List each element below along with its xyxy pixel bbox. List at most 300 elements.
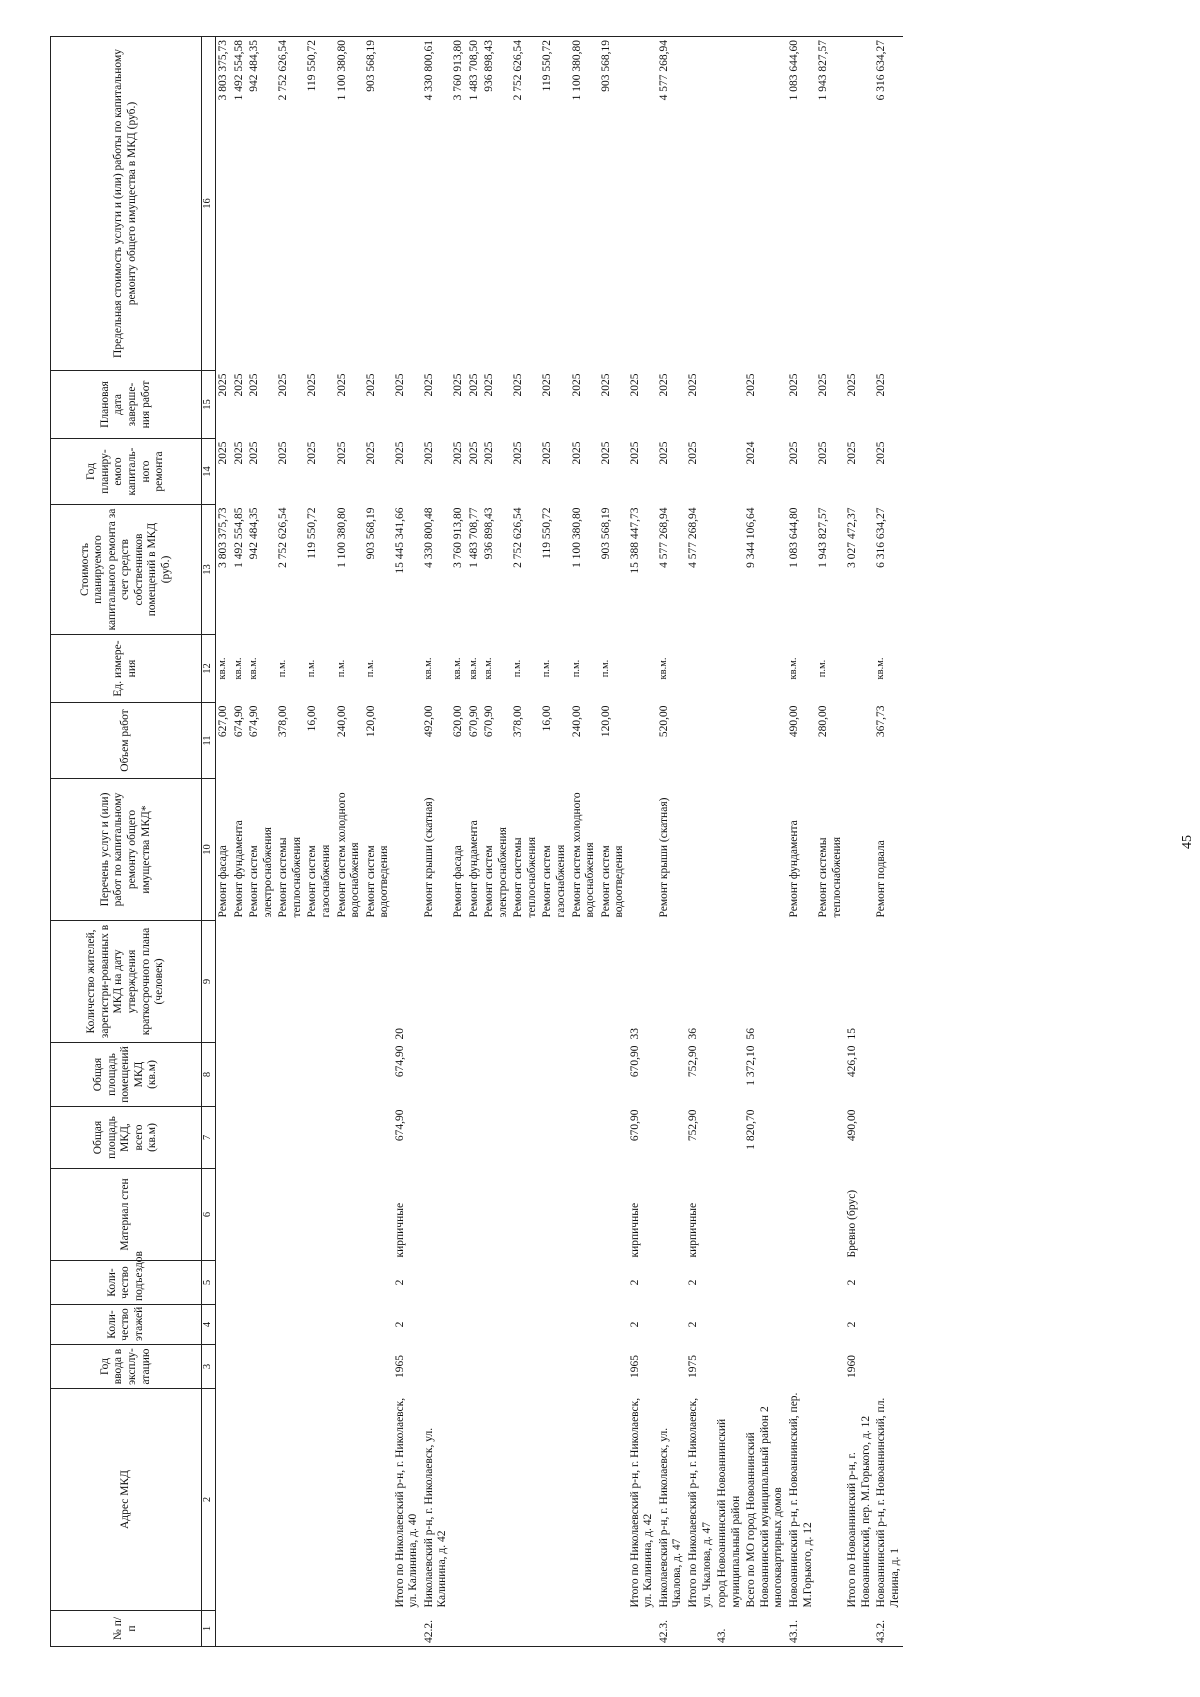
table-cell xyxy=(599,1261,628,1305)
table-cell xyxy=(570,1169,599,1261)
table-cell xyxy=(816,1345,845,1389)
table-cell xyxy=(570,921,599,1043)
table-cell xyxy=(845,37,874,371)
table-cell xyxy=(599,1345,628,1389)
table-cell: 33 xyxy=(628,1028,641,1040)
table-cell xyxy=(874,1169,903,1261)
table-cell xyxy=(276,1305,305,1345)
table-cell: 2025 xyxy=(541,441,554,465)
table-cell: Новоаннинский р-н, г. Новоаннинский, пл. Ленина, д. 1 xyxy=(875,1397,901,1608)
table-cell xyxy=(276,1389,305,1611)
table-cell xyxy=(715,37,744,371)
table-cell: 43. xyxy=(715,1611,744,1647)
table-cell: 674,90 xyxy=(248,705,261,738)
table-row xyxy=(451,37,467,1647)
table-row xyxy=(276,37,305,1647)
table-cell: Николаевский р-н, г. Николаевск, ул. Чкалова, д. 47 xyxy=(657,1427,684,1608)
table-cell xyxy=(511,1261,540,1305)
column-header: № п/п xyxy=(51,1611,202,1647)
table-row xyxy=(247,37,276,1647)
table-cell: 627,00 xyxy=(217,705,229,738)
table-cell: 16,00 xyxy=(541,705,554,732)
table-cell: 1 483 708,50 xyxy=(467,37,483,371)
table-row xyxy=(467,37,483,1647)
table-cell: 2 xyxy=(687,1321,699,1328)
table-cell xyxy=(715,1345,744,1389)
table-cell xyxy=(422,1261,451,1305)
table-cell xyxy=(816,921,845,1043)
table-cell: 670,90 xyxy=(467,705,480,738)
table-cell: кв.м. xyxy=(422,657,434,680)
table-cell xyxy=(816,1389,845,1611)
table-cell xyxy=(393,779,422,921)
table-row xyxy=(216,37,232,1647)
table-cell: 1965 xyxy=(393,1355,406,1378)
table-row xyxy=(628,37,657,1647)
table-cell xyxy=(540,1261,569,1305)
table-cell xyxy=(744,1345,787,1389)
table-cell xyxy=(540,1611,569,1647)
table-cell xyxy=(511,1305,540,1345)
table-cell xyxy=(276,1107,305,1169)
table-cell xyxy=(511,1169,540,1261)
table-cell: 2025 xyxy=(687,441,699,465)
table-cell xyxy=(599,1043,628,1107)
table-cell: 1 943 827,57 xyxy=(816,37,845,371)
table-cell xyxy=(305,1345,334,1389)
table-cell: кирпичные xyxy=(628,1202,641,1258)
table-cell xyxy=(305,1389,334,1611)
table-row xyxy=(232,37,248,1647)
table-cell: 1 483 708,77 xyxy=(467,507,480,568)
table-cell: п.м. xyxy=(817,659,829,678)
table-cell xyxy=(216,1389,232,1611)
table-cell xyxy=(657,1345,686,1389)
table-cell: 1 943 827,57 xyxy=(817,507,830,568)
table-cell xyxy=(276,1345,305,1389)
table-cell xyxy=(540,1107,569,1169)
table-cell: 674,90 xyxy=(393,1045,406,1078)
table-cell xyxy=(364,1389,393,1611)
table-cell: 43.1. xyxy=(787,1611,816,1647)
table-cell xyxy=(393,37,422,371)
table-cell: 2025 xyxy=(512,373,525,397)
table-cell xyxy=(232,1043,248,1107)
table-cell: Бревно (брус) xyxy=(846,1189,859,1258)
table-cell: Ремонт систем газоснабжения xyxy=(541,844,567,918)
table-cell xyxy=(467,1107,483,1169)
table-cell xyxy=(247,1261,276,1305)
column-number: 5 xyxy=(202,1261,216,1305)
table-cell: 936 898,43 xyxy=(483,507,496,560)
table-cell: 942 484,35 xyxy=(247,37,276,371)
table-cell: 367,73 xyxy=(875,705,888,738)
table-cell xyxy=(451,921,467,1043)
table-cell xyxy=(467,1261,483,1305)
table-cell: 2 xyxy=(687,1279,699,1286)
table-cell: Новоаннинский р-н, г. Новоаннинский, пер. М.Горького, д. 12 xyxy=(787,1392,814,1608)
table-cell: 240,00 xyxy=(335,705,348,738)
table-cell xyxy=(393,635,422,703)
table-cell: Итого по Николаевский р-н, г. Николаевск, ул. Чкалова, д. 47 xyxy=(687,1397,713,1608)
table-cell: 4 577 268,94 xyxy=(657,37,686,371)
table-cell xyxy=(570,1345,599,1389)
table-cell: 936 898,43 xyxy=(482,37,511,371)
table-cell: 2025 xyxy=(875,441,888,465)
table-cell: Николаевский р-н, г. Николаевск, ул. Калинина, д. 42 xyxy=(422,1427,449,1608)
table-cell: 674,90 xyxy=(232,705,245,738)
table-cell xyxy=(305,1305,334,1345)
table-cell xyxy=(715,1261,744,1305)
column-number: 8 xyxy=(202,1043,216,1107)
table-cell: 903 568,19 xyxy=(364,37,393,371)
table-cell: 16,00 xyxy=(306,705,319,732)
table-cell: 490,00 xyxy=(846,1109,859,1142)
table-cell: п.м. xyxy=(512,659,524,678)
table-cell xyxy=(787,921,816,1043)
table-cell: 2 752 626,54 xyxy=(277,507,290,568)
table-cell: 43.2. xyxy=(874,1611,903,1647)
table-cell: кв.м. xyxy=(875,657,887,680)
table-cell xyxy=(276,1261,305,1305)
table-header-row xyxy=(51,37,202,1647)
table-row xyxy=(599,37,628,1647)
table-cell xyxy=(628,37,657,371)
table-cell xyxy=(247,921,276,1043)
table-cell: 42.3. xyxy=(657,1611,686,1647)
table-cell xyxy=(467,1305,483,1345)
column-number: 1 xyxy=(202,1611,216,1647)
table-cell xyxy=(715,1169,744,1261)
table-cell xyxy=(232,921,248,1043)
table-cell: п.м. xyxy=(277,659,289,678)
table-cell: кирпичные xyxy=(393,1202,406,1258)
table-cell: Итого по Николаевский р-н, г. Николаевск, ул. Калинина, д. 42 xyxy=(628,1397,655,1608)
table-cell xyxy=(422,1043,451,1107)
table-cell xyxy=(540,1389,569,1611)
table-cell xyxy=(232,1261,248,1305)
table-cell xyxy=(874,1345,903,1389)
table-cell: 2025 xyxy=(217,441,229,465)
table-cell xyxy=(467,1389,483,1611)
table-cell: 2025 xyxy=(364,441,377,465)
table-cell xyxy=(715,779,744,921)
capital-repair-table xyxy=(50,36,903,1647)
table-cell xyxy=(874,1107,903,1169)
table-cell: 2025 xyxy=(467,441,480,465)
table-cell xyxy=(874,1305,903,1345)
table-cell xyxy=(628,779,657,921)
table-cell: 1 083 644,60 xyxy=(787,37,816,371)
table-cell: 2025 xyxy=(335,441,348,465)
table-cell xyxy=(232,1305,248,1345)
table-cell xyxy=(451,1611,467,1647)
table-cell xyxy=(874,921,903,1043)
table-cell xyxy=(511,1345,540,1389)
table-cell xyxy=(816,1107,845,1169)
table-cell: Ремонт системы теплоснабжения xyxy=(512,837,538,918)
table-cell: 2025 xyxy=(541,373,554,397)
table-cell xyxy=(744,37,787,371)
table-cell xyxy=(657,1305,686,1345)
table-cell xyxy=(599,1611,628,1647)
table-row xyxy=(570,37,599,1647)
table-cell: 2025 xyxy=(570,373,583,397)
table-cell: Ремонт систем холодного водоснабжения xyxy=(570,792,597,918)
table-cell: 2025 xyxy=(483,373,496,397)
table-row xyxy=(874,37,903,1647)
table-cell xyxy=(744,1261,787,1305)
column-number: 15 xyxy=(202,371,216,439)
table-cell: 2025 xyxy=(232,373,245,397)
column-header: Коли-чество этажей xyxy=(51,1305,202,1345)
table-cell xyxy=(511,1389,540,1611)
table-cell: 378,00 xyxy=(277,705,290,738)
table-cell: Ремонт крыши (скатная) xyxy=(422,797,435,918)
table-cell: кв.м. xyxy=(452,657,463,680)
table-cell: 4 330 800,61 xyxy=(422,37,451,371)
table-cell xyxy=(305,1107,334,1169)
column-number: 12 xyxy=(202,635,216,703)
table-cell: 2024 xyxy=(745,441,758,465)
table-cell xyxy=(467,1169,483,1261)
table-cell xyxy=(744,779,787,921)
table-row xyxy=(686,37,715,1647)
table-cell xyxy=(511,1611,540,1647)
table-cell xyxy=(570,1261,599,1305)
table-cell xyxy=(482,1043,511,1107)
table-cell: 520,00 xyxy=(657,705,670,738)
table-cell xyxy=(570,1107,599,1169)
table-cell xyxy=(216,1043,232,1107)
table-cell xyxy=(482,1345,511,1389)
table-cell xyxy=(247,1389,276,1611)
table-cell: 670,90 xyxy=(628,1109,641,1142)
table-cell xyxy=(216,1611,232,1647)
table-cell xyxy=(657,1043,686,1107)
table-cell: 2 752 626,54 xyxy=(512,507,525,568)
table-cell: 490,00 xyxy=(787,705,800,738)
table-cell: 1 492 554,58 xyxy=(232,37,248,371)
table-cell xyxy=(335,1305,364,1345)
table-cell xyxy=(482,1305,511,1345)
table-cell xyxy=(482,1611,511,1647)
table-cell: Ремонт фасада xyxy=(217,845,229,918)
table-cell xyxy=(335,1345,364,1389)
table-cell xyxy=(232,1389,248,1611)
table-cell: кв.м. xyxy=(787,657,799,680)
table-cell xyxy=(816,1043,845,1107)
table-cell: п.м. xyxy=(364,659,376,678)
table-cell: Ремонт фундамента xyxy=(467,820,480,918)
table-cell xyxy=(715,1043,744,1107)
table-cell: 2025 xyxy=(512,441,525,465)
table-cell xyxy=(216,1107,232,1169)
table-row xyxy=(657,37,686,1647)
page-number: 45 xyxy=(1180,835,1195,849)
table-cell xyxy=(216,1169,232,1261)
table-cell: 2025 xyxy=(657,373,670,397)
table-cell xyxy=(467,1345,483,1389)
table-cell: 2 xyxy=(393,1321,406,1328)
table-cell: п.м. xyxy=(306,659,318,678)
table-cell xyxy=(305,1261,334,1305)
column-number: 9 xyxy=(202,921,216,1043)
table-body xyxy=(216,37,904,1647)
table-cell: 752,90 xyxy=(687,1045,699,1078)
table-cell: 9 344 106,64 xyxy=(745,507,758,568)
table-cell xyxy=(364,1261,393,1305)
table-cell xyxy=(511,1107,540,1169)
table-cell: кв.м. xyxy=(467,657,479,680)
table-cell: 1960 xyxy=(846,1355,859,1378)
table-cell xyxy=(599,1305,628,1345)
table-cell: 3 803 375,73 xyxy=(217,507,229,568)
table-cell xyxy=(715,921,744,1043)
column-header: Общая площадь помещений МКД (кв.м) xyxy=(51,1043,202,1107)
table-cell xyxy=(247,1107,276,1169)
column-header: Материал стен xyxy=(51,1169,202,1261)
table-cell: 3 027 472,37 xyxy=(846,507,859,568)
table-cell: 15 xyxy=(846,1028,859,1040)
table-cell xyxy=(570,1305,599,1345)
column-number: 16 xyxy=(202,37,216,371)
table-cell: 56 xyxy=(745,1028,758,1040)
table-cell: кв.м. xyxy=(248,657,260,680)
table-cell: Ремонт систем электроснабжения xyxy=(483,827,509,918)
table-cell: 1 083 644,80 xyxy=(787,507,800,568)
table-cell: 2025 xyxy=(687,373,699,397)
table-cell xyxy=(816,1611,845,1647)
table-cell: 2025 xyxy=(787,373,800,397)
table-cell: 3 760 913,80 xyxy=(451,37,467,371)
table-cell: 2025 xyxy=(483,441,496,465)
table-cell xyxy=(422,1305,451,1345)
table-cell: 2025 xyxy=(335,373,348,397)
table-cell xyxy=(816,1261,845,1305)
table-cell xyxy=(364,1305,393,1345)
table-cell xyxy=(232,1345,248,1389)
table-cell: 2025 xyxy=(817,373,830,397)
table-cell: Итого по Новоаннинский р-н, г. Новоаннинский, пер. М.Горького, д. 12 xyxy=(846,1415,872,1608)
table-cell xyxy=(451,1043,467,1107)
table-cell: 2025 xyxy=(217,373,229,397)
table-cell xyxy=(599,921,628,1043)
column-header: Адрес МКД xyxy=(51,1389,202,1611)
table-cell: 2025 xyxy=(248,373,261,397)
table-cell xyxy=(467,1611,483,1647)
column-number: 4 xyxy=(202,1305,216,1345)
table-cell: 2025 xyxy=(452,373,464,397)
table-cell: 120,00 xyxy=(364,705,377,738)
table-cell: 2025 xyxy=(570,441,583,465)
table-cell xyxy=(451,1389,467,1611)
table-cell xyxy=(845,779,874,921)
table-cell: 2025 xyxy=(232,441,245,465)
table-cell xyxy=(744,703,787,779)
table-cell: 2 xyxy=(393,1279,406,1286)
table-cell xyxy=(628,635,657,703)
table-cell: Ремонт систем электроснабжения xyxy=(248,827,274,918)
table-cell xyxy=(216,1345,232,1389)
table-cell: 1975 xyxy=(687,1355,699,1378)
table-cell xyxy=(715,1107,744,1169)
table-cell xyxy=(570,1611,599,1647)
table-cell: 3 803 375,73 xyxy=(216,37,232,371)
table-cell xyxy=(335,1611,364,1647)
table-cell: 2 752 626,54 xyxy=(276,37,305,371)
table-cell: 2025 xyxy=(628,441,641,465)
table-cell xyxy=(305,1169,334,1261)
table-cell xyxy=(570,1043,599,1107)
table-row xyxy=(393,37,422,1647)
table-cell: Ремонт крыши (скатная) xyxy=(657,797,670,918)
table-cell xyxy=(511,921,540,1043)
table-row xyxy=(364,37,393,1647)
table-cell: Ремонт фундамента xyxy=(232,820,245,918)
table-cell: 119 550,72 xyxy=(541,507,554,559)
table-cell xyxy=(276,1611,305,1647)
table-cell: 2025 xyxy=(393,441,406,465)
table-cell xyxy=(232,1169,248,1261)
table-cell xyxy=(715,635,744,703)
table-cell xyxy=(787,1169,816,1261)
table-cell: Ремонт фасада xyxy=(452,845,464,918)
table-cell: 2025 xyxy=(393,373,406,397)
table-cell: 2025 xyxy=(248,441,261,465)
column-number: 6 xyxy=(202,1169,216,1261)
table-cell: 2025 xyxy=(422,373,435,397)
table-cell xyxy=(482,1107,511,1169)
column-header: Количество жителей, зарегистри-рованных в МКД на дату утверждения краткосрочного плана (человек) xyxy=(51,921,202,1043)
table-cell: 2 752 626,54 xyxy=(511,37,540,371)
column-number: 10 xyxy=(202,779,216,921)
table-cell xyxy=(540,1345,569,1389)
table-cell xyxy=(482,1261,511,1305)
table-cell xyxy=(364,1169,393,1261)
table-cell xyxy=(364,1107,393,1169)
table-cell xyxy=(451,1107,467,1169)
table-cell xyxy=(422,921,451,1043)
table-cell xyxy=(482,1389,511,1611)
table-cell xyxy=(744,1611,787,1647)
table-cell: 2025 xyxy=(452,441,464,465)
table-cell xyxy=(686,1611,715,1647)
table-cell: п.м. xyxy=(541,659,553,678)
table-cell xyxy=(787,1305,816,1345)
table-cell xyxy=(816,1305,845,1345)
table-cell: 1 820,70 xyxy=(745,1109,758,1150)
table-cell: 670,90 xyxy=(628,1045,641,1078)
table-cell: 2025 xyxy=(817,441,830,465)
table-cell: 4 577 268,94 xyxy=(687,507,699,568)
column-header: Стоимость планируемого капитального ремонта за счет средств собственников помещений в МКД (руб.) xyxy=(51,505,202,635)
table-cell: 3 760 913,80 xyxy=(452,507,464,568)
table-cell xyxy=(276,1043,305,1107)
table-cell xyxy=(451,1261,467,1305)
table-cell: п.м. xyxy=(599,659,611,678)
table-cell: 2025 xyxy=(467,373,480,397)
table-cell xyxy=(599,1107,628,1169)
column-number-row xyxy=(202,37,216,1647)
column-number: 3 xyxy=(202,1345,216,1389)
column-header: Год ввода в эксплу-атацию xyxy=(51,1345,202,1389)
column-header: Общая площадь МКД, всего (кв.м) xyxy=(51,1107,202,1169)
table-cell: кв.м. xyxy=(217,657,228,680)
table-cell xyxy=(422,1107,451,1169)
table-cell: 280,00 xyxy=(817,705,830,738)
table-cell: 1 100 380,80 xyxy=(335,37,364,371)
